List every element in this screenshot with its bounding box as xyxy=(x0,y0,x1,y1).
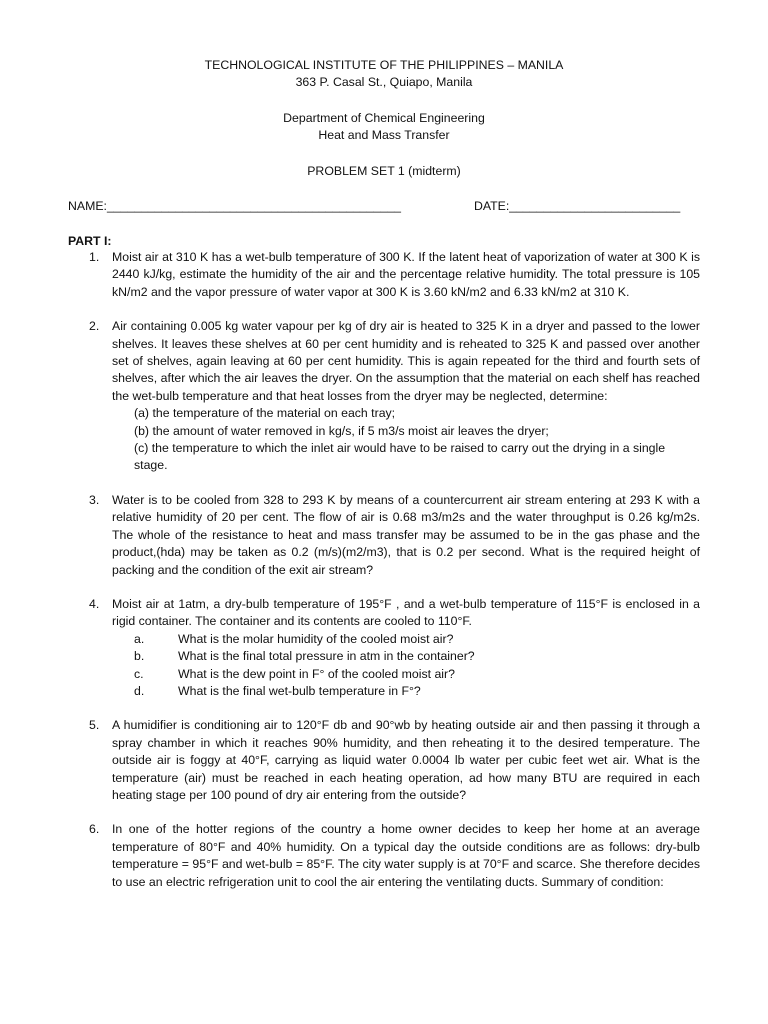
sub-item-letter: d. xyxy=(134,683,145,698)
sub-item-text: What is the final wet-bulb temperature in F°? xyxy=(178,683,421,698)
date-field: DATE:_________________________ xyxy=(474,199,681,213)
problem-4 xyxy=(68,596,700,700)
sub-question-b: (b) the amount of water removed in kg/s, if 5 m3/s moist air leaves the dryer; xyxy=(134,423,549,438)
problem-number: 2. xyxy=(89,319,100,334)
problem-2 xyxy=(68,318,700,475)
sub-item-letter: a. xyxy=(134,631,145,646)
problem-text: Moist air at 1atm, a dry-bulb temperature of 195°F , and a wet-bulb temperature of 115°F is enclosed in a rigid container. The container and its contents are cooled to 110°F. xyxy=(112,596,700,629)
problem-text: Water is to be cooled from 328 to 293 K by means of a countercurrent air stream entering at 293 K with a relative humidity of 20 per cent. The flow of air is 0.68 m3/m2s and the water throughput is 0.26 kg/m2s. The whole of the resistance to heat and mass transfer may be assumed to be in the gas phase and the product,(hda) may be taken as 0.2 (m/s)(m2/m3), that is 0.2 per second. What is the required height of packing and the condition of the exit air stream? xyxy=(112,492,700,577)
problem-text: Air containing 0.005 kg water vapour per kg of dry air is heated to 325 K in a dryer and passed to the lower shelves. It leaves these shelves at 60 per cent humidity and is reheated to 325 K and passed over another set of shelves, again leaving at 60 per cent humidity. This is again repeated for the third and fourth sets of shelves, after which the air leaves the dryer. On the assumption that the material on each shelf has reached the wet-bulb temperature and that heat losses from the dryer may be neglected, determine: xyxy=(112,319,700,403)
problem-3 xyxy=(68,492,700,579)
sub-item-c xyxy=(112,666,700,683)
sub-question-c: (c) the temperature to which the inlet air would have to be raised to carry out the drying in a single stage. xyxy=(134,441,666,473)
problem-number: 4. xyxy=(89,596,100,611)
problem-text: In one of the hotter regions of the country a home owner decides to keep her home at an average temperature of 80°F and 40% humidity. On a typical day the outside conditions are as follows: dry-bulb temperature = 95°F and wet-bulb = 85°F. The city water supply is at 70°F and scarce. She therefore decides to use an electric refrigeration unit to cool the air entering the ventilating ducts. Summary of condition: xyxy=(112,822,700,889)
problem-list xyxy=(68,249,700,908)
institution-name: TECHNOLOGICAL INSTITUTE OF THE PHILIPPINES – MANILA xyxy=(204,58,564,72)
part-heading: PART I: xyxy=(68,234,112,248)
name-field: NAME:___________________________________________ xyxy=(68,199,402,213)
sub-question-a: (a) the temperature of the material on each tray; xyxy=(134,406,396,421)
course-name: Heat and Mass Transfer xyxy=(318,128,450,142)
problem-number: 5. xyxy=(89,718,100,733)
document-title: PROBLEM SET 1 (midterm) xyxy=(307,164,461,178)
problem-6 xyxy=(68,821,700,891)
problem-number: 1. xyxy=(89,250,100,264)
sub-item-text: What is the molar humidity of the cooled moist air? xyxy=(178,631,454,646)
problem-number: 6. xyxy=(89,822,100,837)
problem-text: Moist air at 310 K has a wet-bulb temperature of 300 K. If the latent heat of vaporization of water at 300 K is 2440 kJ/kg, estimate the humidity of the air and the percentage relative humidity. The total pressure is 105 kN/m2 and the vapor pressure of water vapor at 300 K is 3.60 kN/m2 and 6.33 kN/m2 at 310 K. xyxy=(112,250,700,299)
sub-item-letter: b. xyxy=(134,649,145,664)
sub-item-b xyxy=(112,648,700,665)
sub-item-text: What is the final total pressure in atm in the container? xyxy=(178,649,475,664)
problem-1 xyxy=(68,249,700,301)
department-name: Department of Chemical Engineering xyxy=(283,111,485,125)
problem-text: A humidifier is conditioning air to 120°F db and 90°wb by heating outside air and then passing it through a spray chamber in which it reaches 90% humidity, and then reheating it to the desired temperature. The outside air is foggy at 40°F, carrying as liquid water 0.0004 lb water per cubic feet wet air. What is the temperature (air) must be reached in each heating operation, ad how many BTU are required in each heating stage per 100 pound of dry air entering from the outside? xyxy=(112,718,700,802)
problem-5 xyxy=(68,717,700,804)
sub-item-letter: c. xyxy=(134,666,144,681)
problem-number: 3. xyxy=(89,492,100,507)
sub-item-text: What is the dew point in F° of the cooled moist air? xyxy=(178,666,455,681)
institution-address: 363 P. Casal St., Quiapo, Manila xyxy=(295,75,473,89)
sub-item-d xyxy=(112,683,700,700)
sub-item-a xyxy=(112,631,700,648)
